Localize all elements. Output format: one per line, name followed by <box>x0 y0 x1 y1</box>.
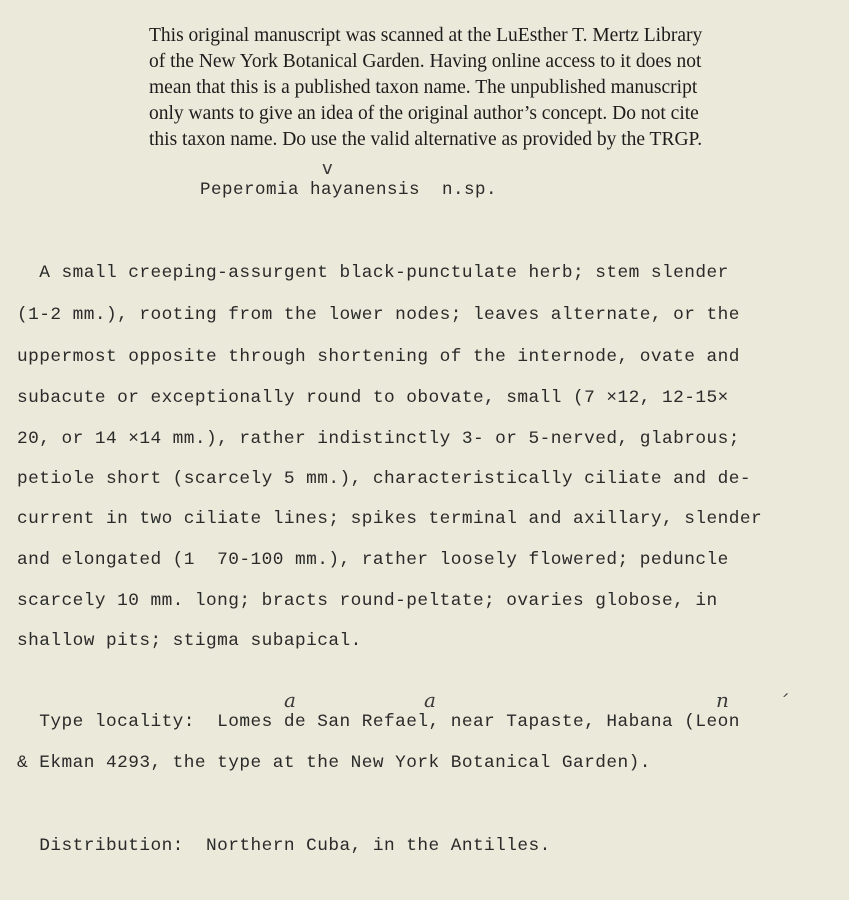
description-line: A small creeping-assurgent black-punctulate herb; stem slender <box>17 263 729 283</box>
type-locality-line: & Ekman 4293, the type at the New York Botanical Garden). <box>17 753 651 773</box>
notice-line: only wants to give an idea of the original author’s concept. Do not cite <box>149 103 699 124</box>
description-line: scarcely 10 mm. long; bracts round-peltate; ovaries globose, in <box>17 591 718 611</box>
notice-line: mean that this is a published taxon name. The unpublished manuscript <box>149 77 698 98</box>
handwritten-correction: n <box>716 688 729 712</box>
description-line: uppermost opposite through shortening of the internode, ovate and <box>17 347 740 367</box>
handwritten-correction: a <box>284 688 296 712</box>
description-line: current in two ciliate lines; spikes terminal and axillary, slender <box>17 509 763 529</box>
description-line: and elongated (1 70-100 mm.), rather loosely flowered; peduncle <box>17 550 729 570</box>
handwritten-correction: a <box>424 688 436 712</box>
handwritten-correction: ´ <box>778 690 788 714</box>
description-line: shallow pits; stigma subapical. <box>17 631 362 651</box>
type-locality-line: Type locality: Lomes de San Refael, near Tapaste, Habana (Leon <box>17 712 740 732</box>
description-line: petiole short (scarcely 5 mm.), characteristically ciliate and de- <box>17 469 751 489</box>
notice-line: of the New York Botanical Garden. Having online access to it does not <box>149 51 702 72</box>
description-line: 20, or 14 ×14 mm.), rather indistinctly 3- or 5-nerved, glabrous; <box>17 429 740 449</box>
description-line: subacute or exceptionally round to obovate, small (7 ×12, 12-15× <box>17 388 729 408</box>
library-notice <box>149 23 789 153</box>
distribution-line: Distribution: Northern Cuba, in the Antilles. <box>17 836 551 856</box>
notice-line: this taxon name. Do use the valid alternative as provided by the TRGP. <box>149 129 703 150</box>
handwritten-correction: v <box>322 158 333 179</box>
notice-line: This original manuscript was scanned at the LuEsther T. Mertz Library <box>149 25 703 46</box>
species-title: Peperomia hayanensis n.sp. <box>200 180 498 200</box>
description-line: (1-2 mm.), rooting from the lower nodes; leaves alternate, or the <box>17 305 740 325</box>
